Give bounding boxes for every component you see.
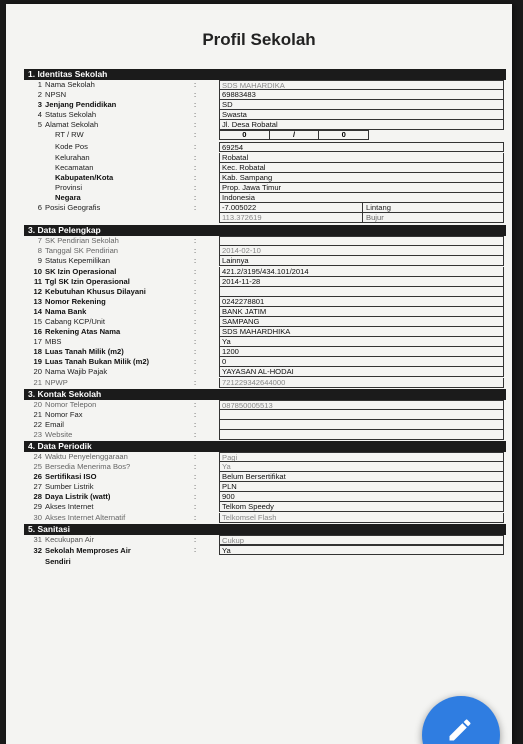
- field-label: Tanggal SK Pendirian: [45, 246, 119, 256]
- page-title: Profil Sekolah: [202, 30, 316, 49]
- field-value: Kab. Sampang: [219, 173, 504, 183]
- field-label: Rekening Atas Nama: [45, 327, 121, 337]
- field-value: Kec. Robatal: [219, 163, 504, 173]
- form-row: 2 NPSN : 69883483: [24, 90, 506, 100]
- form-row: 24 Waktu Penyelenggaraan : Pagi: [24, 452, 506, 462]
- form-row-geo-lat: 6 Posisi Geografis : -7.005022 Lintang: [24, 203, 506, 213]
- field-value: Prop. Jawa Timur: [219, 183, 504, 193]
- form-row: 21 Nomor Fax :: [24, 410, 506, 420]
- pencil-icon: [446, 716, 474, 744]
- form-row: 19 Luas Tanah Bukan Milik (m2) : 0: [24, 357, 506, 367]
- form-row: 27 Sumber Listrik : PLN: [24, 482, 506, 492]
- field-value: Lainnya: [219, 256, 504, 266]
- form-row: 12 Kebutuhan Khusus Dilayani :: [24, 287, 506, 297]
- field-label: Posisi Geografis: [45, 203, 101, 213]
- field-value: Swasta: [219, 110, 504, 120]
- section-pelengkap: 3. Data Pelengkap: [24, 225, 506, 236]
- latitude-value: -7.005022: [219, 203, 363, 213]
- kontak-rows: [24, 400, 506, 440]
- section-periodik: 4. Data Periodik: [24, 441, 506, 452]
- field-label: NPWP: [45, 377, 68, 387]
- document-page: [6, 4, 512, 744]
- field-label: Nama Wajib Pajak: [45, 367, 108, 377]
- field-label: Negara: [55, 192, 81, 202]
- field-value: 1200: [219, 347, 504, 357]
- form-row: 9 Status Kepemilikan : Lainnya: [24, 256, 506, 266]
- form-row: 23 Website :: [24, 430, 506, 440]
- field-value: 2014-02-10: [219, 246, 504, 256]
- field-value: [219, 430, 504, 440]
- form-row: 29 Akses Internet : Telkom Speedy: [24, 502, 506, 512]
- field-value: Robatal: [219, 153, 504, 163]
- field-value: 087850005513: [219, 400, 504, 410]
- field-value: Indonesia: [219, 193, 504, 203]
- form-row: 21 NPWP : 721229342644000: [24, 378, 506, 388]
- form-row: 20 Nomor Telepon : 087850005513: [24, 400, 506, 410]
- form-row: 18 Luas Tanah Milik (m2) : 1200: [24, 347, 506, 357]
- section-sanitasi: 5. Sanitasi: [24, 524, 506, 535]
- field-value: Ya: [219, 545, 504, 555]
- form-row: 11 Tgl SK Izin Operasional : 2014-11-28: [24, 277, 506, 287]
- pelengkap-rows: [24, 236, 506, 387]
- field-value: SD: [219, 100, 504, 110]
- form-row-rtrw: RT / RW : 0 / 0: [24, 130, 506, 142]
- form-row: 10 SK Izin Operasional : 421.2/3195/434.101/2014: [24, 267, 506, 277]
- field-value: SDS MAHARDIKA: [219, 80, 504, 90]
- form-row: 31 Kecukupan Air : Cukup: [24, 535, 506, 545]
- form-row: 25 Bersedia Menerima Bos? : Ya: [24, 462, 506, 472]
- field-label: Daya Listrik (watt): [45, 492, 111, 502]
- field-value: 69883483: [219, 90, 504, 100]
- form-row: 7 SK Pendirian Sekolah :: [24, 236, 506, 246]
- field-label: Nomor Rekening: [45, 296, 106, 306]
- field-value: 721229342644000: [219, 378, 504, 388]
- longitude-value: 113.372619: [219, 213, 363, 223]
- field-label: SK Izin Operasional: [45, 266, 117, 276]
- field-value: [219, 236, 504, 246]
- form-row-geo-lon: [24, 213, 506, 223]
- form-row: Kelurahan : Robatal: [24, 153, 506, 163]
- field-label: Sumber Listrik: [45, 482, 94, 492]
- form-row: 5 Alamat Sekolah : Jl. Desa Robatal: [24, 120, 506, 130]
- section-identitas: 1. Identitas Sekolah: [24, 69, 506, 80]
- field-label: Nomor Telepon: [45, 399, 97, 409]
- field-label: Kebutuhan Khusus Dilayani: [45, 286, 146, 296]
- form-row: Kecamatan : Kec. Robatal: [24, 163, 506, 173]
- field-value: PLN: [219, 482, 504, 492]
- field-value: [219, 420, 504, 430]
- form-row: 1 Nama Sekolah : SDS MAHARDIKA: [24, 80, 506, 90]
- field-label-cont: Sendiri: [45, 556, 71, 566]
- form-row: 20 Nama Wajib Pajak : YAYASAN AL-HODAI: [24, 367, 506, 377]
- field-value: 900: [219, 492, 504, 502]
- edit-fab-button[interactable]: [422, 696, 500, 744]
- form-row: 26 Sertifikasi ISO : Belum Bersertifikat: [24, 472, 506, 482]
- form-row: Provinsi : Prop. Jawa Timur: [24, 183, 506, 193]
- field-label: Status Kepemilikan: [45, 256, 111, 266]
- field-label: Email: [45, 419, 64, 429]
- field-label: NPSN: [45, 90, 67, 100]
- field-label: Kecamatan: [55, 162, 94, 172]
- field-label: Kode Pos: [55, 142, 88, 152]
- field-value: Pagi: [219, 452, 504, 462]
- field-value: SAMPANG: [219, 317, 504, 327]
- field-value: Jl. Desa Robatal: [219, 120, 504, 130]
- field-value: Cukup: [219, 535, 504, 545]
- form-row: Kode Pos : 69254: [24, 142, 506, 152]
- field-value: [219, 287, 504, 297]
- field-label: Nomor Fax: [45, 409, 83, 419]
- field-value: 421.2/3195/434.101/2014: [219, 267, 504, 277]
- form-row: 30 Akses Internet Alternatif : Telkomsel Flash: [24, 513, 506, 523]
- field-label: Jenjang Pendidikan: [45, 100, 117, 110]
- form-row: 3 Jenjang Pendidikan : SD: [24, 100, 506, 110]
- form-row: 32 Sekolah Memproses Air Sendiri : Ya: [24, 545, 506, 567]
- section-kontak: 3. Kontak Sekolah: [24, 389, 506, 400]
- field-value: [219, 410, 504, 420]
- field-label: Luas Tanah Bukan Milik (m2): [45, 357, 150, 367]
- rt-rw-separator: /: [270, 131, 320, 139]
- field-label: Sertifikasi ISO: [45, 472, 97, 482]
- field-label: Provinsi: [55, 182, 83, 192]
- periodik-rows: [24, 452, 506, 523]
- form-row: 8 Tanggal SK Pendirian : 2014-02-10: [24, 246, 506, 256]
- field-label: SK Pendirian Sekolah: [45, 236, 119, 246]
- field-label: Alamat Sekolah: [45, 120, 99, 130]
- field-value: Ya: [219, 337, 504, 347]
- field-value: YAYASAN AL-HODAI: [219, 367, 504, 377]
- field-label: Bersedia Menerima Bos?: [45, 462, 131, 472]
- form-row: 17 MBS : Ya: [24, 337, 506, 347]
- field-value: BANK JATIM: [219, 307, 504, 317]
- form-row: 14 Nama Bank : BANK JATIM: [24, 307, 506, 317]
- field-label: Waktu Penyelenggaraan: [45, 452, 128, 461]
- field-label: Website: [45, 429, 73, 439]
- field-label: Luas Tanah Milik (m2): [45, 347, 124, 357]
- rw-value: 0: [341, 130, 346, 140]
- field-value: SDS MAHARDHIKA: [219, 327, 504, 337]
- form-row: 4 Status Sekolah : Swasta: [24, 110, 506, 120]
- longitude-label: Bujur: [363, 213, 504, 223]
- form-row: 28 Daya Listrik (watt) : 900: [24, 492, 506, 502]
- field-label: RT / RW: [55, 130, 84, 140]
- field-label: Kecukupan Air: [45, 534, 94, 544]
- field-label: Status Sekolah: [45, 110, 97, 120]
- form-row: 16 Rekening Atas Nama : SDS MAHARDHIKA: [24, 327, 506, 337]
- field-value: Telkom Speedy: [219, 502, 504, 512]
- form-row: 13 Nomor Rekening : 0242278801: [24, 297, 506, 307]
- field-value: 2014-11-28: [219, 277, 504, 287]
- field-value: Belum Bersertifikat: [219, 472, 504, 482]
- form-row: 22 Email :: [24, 420, 506, 430]
- form-row: Negara : Indonesia: [24, 193, 506, 203]
- field-label: Akses Internet: [45, 502, 94, 512]
- profile-form: [24, 68, 506, 567]
- field-label: Kabupaten/Kota: [55, 172, 114, 182]
- field-value: 0: [219, 357, 504, 367]
- rt-value: 0: [220, 131, 270, 139]
- field-label: Nama Sekolah: [45, 80, 95, 89]
- field-value: Telkomsel Flash: [219, 513, 504, 523]
- field-label: Akses Internet Alternatif: [45, 512, 126, 522]
- field-label: Tgl SK Izin Operasional: [45, 276, 130, 286]
- field-label: Kelurahan: [55, 152, 90, 162]
- field-label: Nama Bank: [45, 306, 87, 316]
- field-label: MBS: [45, 337, 62, 347]
- latitude-label: Lintang: [363, 203, 504, 213]
- field-value: 69254: [219, 142, 504, 152]
- rt-rw-box: [219, 130, 369, 140]
- field-value: Ya: [219, 462, 504, 472]
- field-label: Cabang KCP/Unit: [45, 316, 105, 326]
- field-label: Sekolah Memproses Air: [45, 545, 131, 555]
- form-row: 15 Cabang KCP/Unit : SAMPANG: [24, 317, 506, 327]
- form-row: Kabupaten/Kota : Kab. Sampang: [24, 173, 506, 183]
- field-value: 0242278801: [219, 297, 504, 307]
